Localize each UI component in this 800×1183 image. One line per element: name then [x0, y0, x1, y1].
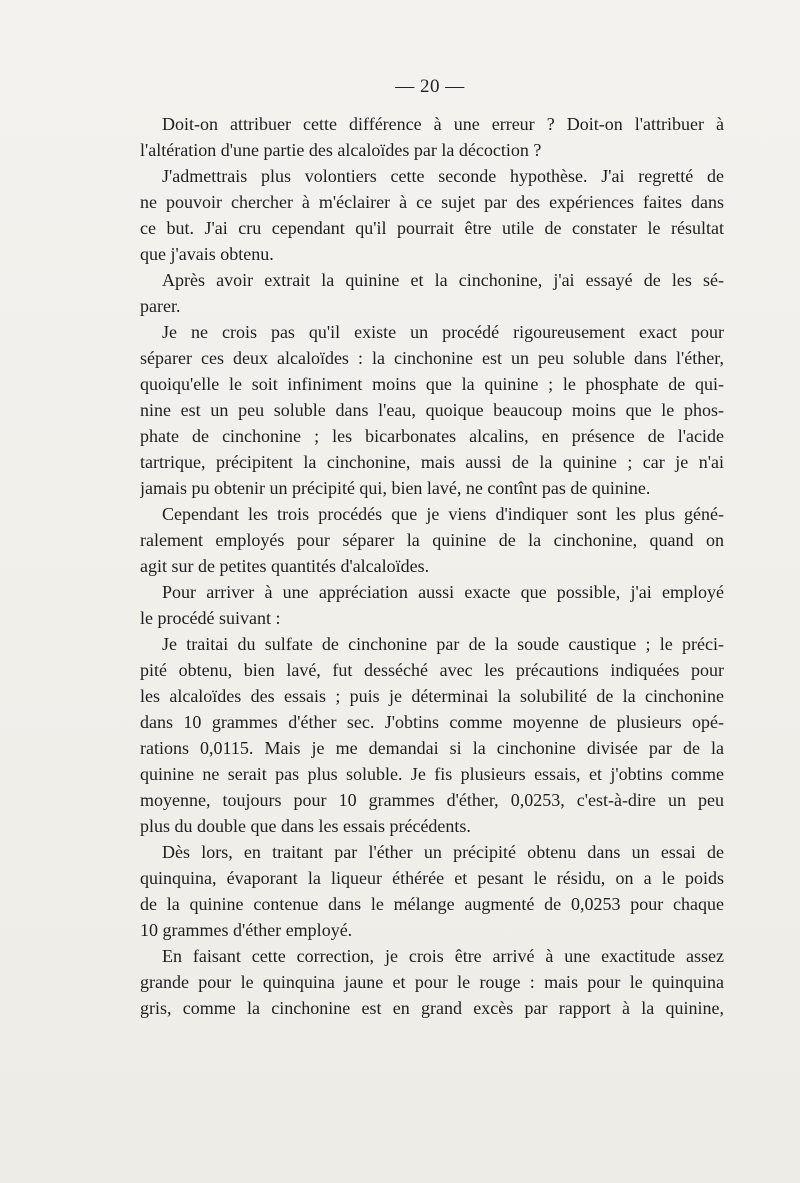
text-line: quoiqu'elle le soit infiniment moins que la quinine ; le phosphate de qui-: [140, 374, 724, 394]
text-line: quinine ne serait pas plus soluble. Je fis plusieurs essais, et j'obtins comme: [140, 764, 724, 784]
text-line: que j'avais obtenu.: [140, 244, 274, 264]
text-line: Doit-on attribuer cette différence à une erreur ? Doit-on l'attribuer à: [162, 114, 724, 134]
text-line: quinquina, évaporant la liqueur éthérée et pesant le résidu, on a le poids: [140, 868, 724, 888]
text-line: ce but. J'ai cru cependant qu'il pourrait être utile de constater le résultat: [140, 218, 724, 238]
text-line: agit sur de petites quantités d'alcaloïdes.: [140, 556, 430, 576]
text-line: jamais pu obtenir un précipité qui, bien lavé, ne contînt pas de quinine.: [140, 478, 651, 498]
body-text: [140, 111, 724, 1021]
text-line: plus du double que dans les essais précédents.: [140, 816, 471, 836]
text-line: pité obtenu, bien lavé, fut desséché avec les précautions indiquées pour: [140, 660, 724, 680]
text-line: phate de cinchonine ; les bicarbonates alcalins, en présence de l'acide: [140, 426, 724, 446]
text-line: séparer ces deux alcaloïdes : la cinchonine est un peu soluble dans l'éther,: [140, 348, 724, 368]
text-line: ne pouvoir chercher à m'éclairer à ce sujet par des expériences faites dans: [140, 192, 724, 212]
text-line: En faisant cette correction, je crois être arrivé à une exactitude assez: [162, 946, 724, 966]
text-line: J'admettrais plus volontiers cette seconde hypothèse. J'ai regretté de: [162, 166, 724, 186]
text-line: parer.: [140, 296, 181, 316]
text-line: de la quinine contenue dans le mélange augmenté de 0,0253 pour chaque: [140, 894, 724, 914]
text-line: Je ne crois pas qu'il existe un procédé rigoureusement exact pour: [162, 322, 724, 342]
text-line: moyenne, toujours pour 10 grammes d'éther, 0,0253, c'est-à-dire un peu: [140, 790, 724, 810]
text-line: nine est un peu soluble dans l'eau, quoique beaucoup moins que le phos-: [140, 400, 724, 420]
text-line: gris, comme la cinchonine est en grand excès par rapport à la quinine,: [140, 998, 724, 1018]
text-line: l'altération d'une partie des alcaloïdes par la décoction ?: [140, 140, 542, 160]
text-line: rations 0,0115. Mais je me demandai si la cinchonine divisée par de la: [140, 738, 724, 758]
text-line: 10 grammes d'éther employé.: [140, 920, 353, 940]
text-line: Cependant les trois procédés que je viens d'indiquer sont les plus géné-: [162, 504, 724, 524]
text-line: le procédé suivant :: [140, 608, 281, 628]
text-line: Après avoir extrait la quinine et la cinchonine, j'ai essayé de les sé-: [162, 270, 724, 290]
text-line: Dès lors, en traitant par l'éther un précipité obtenu dans un essai de: [162, 842, 724, 862]
text-line: Je traitai du sulfate de cinchonine par de la soude caustique ; le préci-: [162, 634, 724, 654]
page-number: — 20 —: [395, 76, 465, 97]
text-line: Pour arriver à une appréciation aussi exacte que possible, j'ai employé: [162, 582, 724, 602]
text-line: ralement employés pour séparer la quinine de la cinchonine, quand on: [140, 530, 724, 550]
text-line: dans 10 grammes d'éther sec. J'obtins comme moyenne de plusieurs opé-: [140, 712, 724, 732]
text-line: tartrique, précipitent la cinchonine, mais aussi de la quinine ; car je n'ai: [140, 452, 724, 472]
text-line: les alcaloïdes des essais ; puis je déterminai la solubilité de la cinchonine: [140, 686, 724, 706]
text-line: grande pour le quinquina jaune et pour le rouge : mais pour le quinquina: [140, 972, 724, 992]
